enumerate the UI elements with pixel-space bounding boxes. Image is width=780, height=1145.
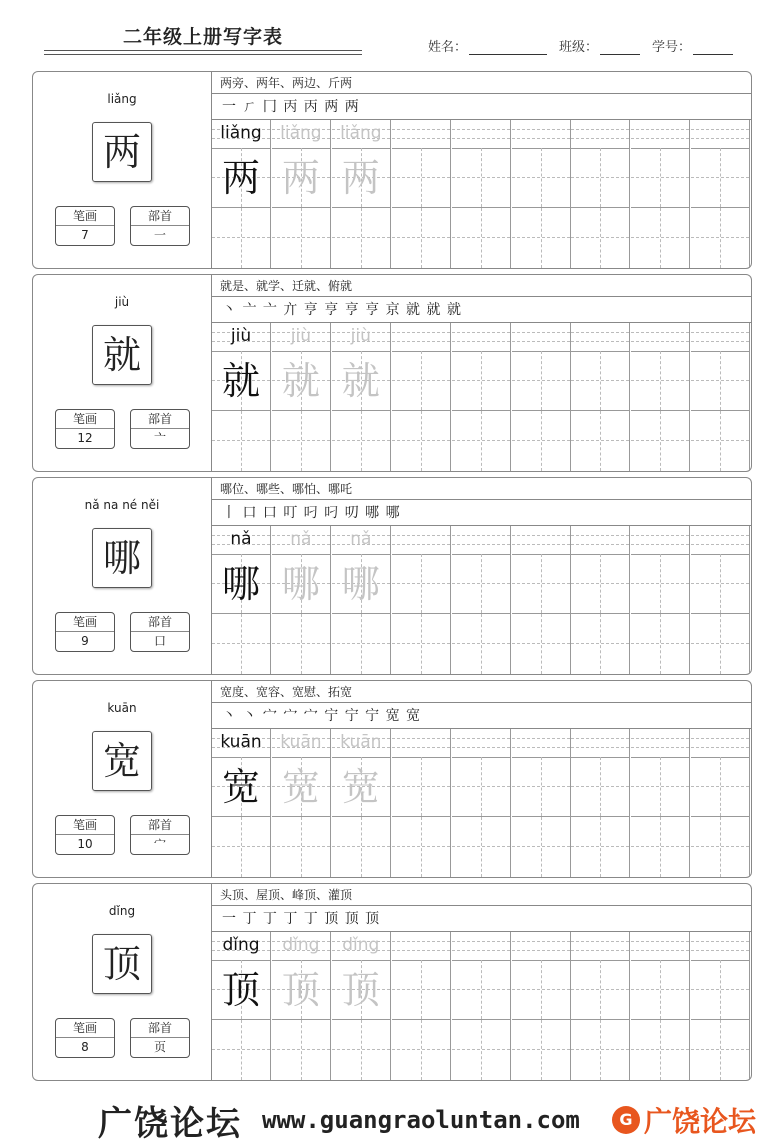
pinyin-row (392, 323, 450, 352)
character-info (33, 681, 212, 877)
pinyin-row (512, 729, 570, 758)
writing-cell[interactable] (512, 729, 571, 877)
writing-grid (212, 526, 751, 674)
tianzige-box (631, 614, 689, 674)
trace-pinyin: nǎ (230, 529, 252, 549)
stroke-count: 9 (81, 634, 89, 648)
tianzige-box (272, 817, 330, 877)
writing-cell[interactable] (571, 120, 630, 268)
character-block (32, 883, 752, 1081)
writing-cell[interactable] (212, 323, 271, 471)
tianzige-box (392, 614, 450, 674)
trace-character: 哪 (281, 562, 320, 606)
character-block (32, 477, 752, 675)
writing-cell[interactable] (452, 729, 511, 877)
stroke-order: 丶 亠 亠 亣 亨 亨 亨 亨 京 就 就 就 (212, 297, 751, 323)
writing-cell[interactable] (392, 323, 451, 471)
pinyin-row (631, 729, 689, 758)
writing-cell[interactable] (512, 526, 571, 674)
tianzige-box (691, 554, 749, 614)
writing-cell[interactable] (272, 323, 331, 471)
trace-character: 宽 (281, 765, 320, 809)
writing-cell[interactable] (631, 932, 690, 1080)
tianzige-box (631, 411, 689, 471)
site-name: 广饶论坛 (98, 1104, 242, 1144)
trace-pinyin: dǐng (282, 935, 320, 955)
trace-pinyin: kuān (280, 732, 322, 752)
example-words: 哪位、哪些、哪怕、哪吒 (212, 478, 751, 500)
writing-grid (212, 729, 751, 877)
stroke-label: 笔画 (56, 816, 114, 835)
pinyin-row (571, 932, 629, 961)
writing-grid (212, 932, 751, 1080)
title-underline-2 (44, 54, 362, 55)
tianzige-box (691, 208, 749, 268)
pinyin-row (571, 729, 629, 758)
tianzige-box (512, 817, 570, 877)
writing-cell[interactable] (691, 323, 750, 471)
writing-cell[interactable] (212, 932, 271, 1080)
tianzige-box (392, 351, 450, 411)
radical-box (130, 409, 190, 449)
tianzige-box (332, 817, 390, 877)
pinyin-row (691, 120, 749, 149)
stroke-order: 一 ㄏ 冂 丙 丙 两 两 (212, 94, 751, 120)
tianzige-box (691, 1020, 749, 1080)
tianzige-box (571, 614, 629, 674)
writing-cell[interactable] (571, 729, 630, 877)
pinyin-row (631, 120, 689, 149)
tianzige-box (512, 554, 570, 614)
tianzige-box (512, 148, 570, 208)
pinyin-row (691, 526, 749, 555)
tianzige-box (571, 1020, 629, 1080)
student-fields (428, 36, 733, 55)
pinyin-row (691, 323, 749, 352)
pinyin-row (452, 729, 510, 758)
main-character: 顶 (92, 934, 152, 994)
radical-label: 部首 (131, 613, 189, 632)
writing-cell[interactable] (631, 120, 690, 268)
main-character: 哪 (92, 528, 152, 588)
writing-cell[interactable] (512, 120, 571, 268)
pinyin-row (512, 932, 570, 961)
character-info (33, 72, 212, 268)
writing-cell[interactable] (332, 120, 391, 268)
tianzige-box (691, 148, 749, 208)
tianzige-box (512, 1020, 570, 1080)
tianzige-box (691, 817, 749, 877)
character-block (32, 274, 752, 472)
id-label: 学号： (652, 40, 692, 55)
writing-cell[interactable] (332, 323, 391, 471)
writing-cell[interactable] (392, 729, 451, 877)
trace-character: 宽 (221, 765, 260, 809)
radical-label: 部首 (131, 1019, 189, 1038)
tianzige-box (631, 1020, 689, 1080)
trace-pinyin: kuān (340, 732, 382, 752)
tianzige-box (452, 960, 510, 1020)
tianzige-box (691, 411, 749, 471)
tianzige-box (452, 757, 510, 817)
example-words: 头顶、屋顶、峰顶、灌顶 (212, 884, 751, 906)
stroke-count: 10 (77, 837, 93, 851)
name-blank[interactable] (469, 40, 547, 55)
trace-character: 就 (281, 359, 320, 403)
radical-box (130, 815, 190, 855)
trace-character: 顶 (221, 968, 260, 1012)
title-underline (44, 50, 362, 51)
tianzige-box (571, 554, 629, 614)
tianzige-box (571, 208, 629, 268)
tianzige-box (452, 554, 510, 614)
tianzige-box (571, 411, 629, 471)
footer (0, 1092, 780, 1144)
stroke-count-box (55, 612, 115, 652)
stroke-count-box (55, 409, 115, 449)
tianzige-box (392, 554, 450, 614)
stroke-count-box (55, 206, 115, 246)
writing-cell[interactable] (212, 526, 271, 674)
tianzige-box (332, 1020, 390, 1080)
writing-cell[interactable] (691, 932, 750, 1080)
name-field[interactable] (428, 36, 547, 55)
practice-area (212, 884, 751, 1080)
tianzige-box (631, 208, 689, 268)
writing-cell[interactable] (272, 932, 331, 1080)
pinyin-label: jiù (114, 295, 130, 309)
main-character: 两 (92, 122, 152, 182)
tianzige-box (392, 960, 450, 1020)
writing-cell[interactable] (332, 932, 391, 1080)
tianzige-box (631, 757, 689, 817)
tianzige-box (571, 148, 629, 208)
pinyin-row (452, 120, 510, 149)
stroke-count: 7 (81, 228, 89, 242)
practice-area (212, 681, 751, 877)
tianzige-box (691, 960, 749, 1020)
tianzige-box (452, 411, 510, 471)
tianzige-box (571, 757, 629, 817)
radical: 一 (153, 228, 166, 242)
character-info (33, 884, 212, 1080)
tianzige-box (631, 148, 689, 208)
trace-character: 两 (221, 156, 260, 200)
tianzige-box (272, 614, 330, 674)
tianzige-box (212, 411, 270, 471)
tianzige-box (452, 614, 510, 674)
trace-character: 顶 (281, 968, 320, 1012)
main-character: 就 (92, 325, 152, 385)
logo-icon: G (612, 1106, 640, 1134)
tianzige-box (212, 1020, 270, 1080)
pinyin-label: kuān (107, 701, 137, 715)
tianzige-box (512, 351, 570, 411)
tianzige-box (392, 208, 450, 268)
writing-cell[interactable] (272, 526, 331, 674)
writing-cell[interactable] (212, 729, 271, 877)
writing-cell[interactable] (452, 932, 511, 1080)
radical-label: 部首 (131, 410, 189, 429)
radical-label: 部首 (131, 816, 189, 835)
pinyin-row (571, 526, 629, 555)
tianzige-box (212, 817, 270, 877)
radical: 宀 (153, 837, 166, 851)
trace-pinyin: jiù (230, 326, 252, 346)
tianzige-box (452, 148, 510, 208)
stroke-label: 笔画 (56, 1019, 114, 1038)
id-field[interactable] (652, 36, 733, 55)
name-label: 姓名： (428, 40, 468, 55)
writing-cell[interactable] (691, 526, 750, 674)
pinyin-row (392, 729, 450, 758)
tianzige-box (512, 614, 570, 674)
radical: 页 (153, 1040, 166, 1054)
tianzige-box (452, 351, 510, 411)
trace-character: 就 (341, 359, 380, 403)
stroke-label: 笔画 (56, 613, 114, 632)
tianzige-box (631, 817, 689, 877)
writing-cell[interactable] (332, 526, 391, 674)
example-words: 两旁、两年、两边、斤两 (212, 72, 751, 94)
tianzige-box (212, 614, 270, 674)
trace-pinyin: liǎng (280, 123, 322, 143)
tianzige-box (571, 817, 629, 877)
writing-cell[interactable] (571, 323, 630, 471)
tianzige-box (571, 960, 629, 1020)
trace-pinyin: nǎ (350, 529, 372, 549)
writing-cell[interactable] (392, 120, 451, 268)
character-info (33, 478, 212, 674)
pinyin-row (631, 526, 689, 555)
stroke-order: 丶 丶 宀 宀 宀 宁 宁 宁 宽 宽 (212, 703, 751, 729)
writing-cell[interactable] (392, 526, 451, 674)
character-block (32, 680, 752, 878)
tianzige-box (272, 411, 330, 471)
stroke-order: 一 丁 丁 丁 丁 顶 顶 顶 (212, 906, 751, 932)
pinyin-row (691, 729, 749, 758)
writing-cell[interactable] (631, 526, 690, 674)
pinyin-label: dǐng (108, 904, 136, 918)
class-label: 班级： (559, 40, 599, 55)
trace-pinyin: dǐng (342, 935, 380, 955)
writing-grid (212, 120, 751, 268)
stroke-count: 12 (77, 431, 93, 445)
tianzige-box (212, 208, 270, 268)
radical-box (130, 206, 190, 246)
example-words: 宽度、宽容、宽慰、拓宽 (212, 681, 751, 703)
practice-area (212, 72, 751, 268)
writing-cell[interactable] (452, 526, 511, 674)
pinyin-row (452, 323, 510, 352)
stroke-count-box (55, 815, 115, 855)
radical-box (130, 612, 190, 652)
stroke-order: 丨 口 口 叮 叼 叼 叨 哪 哪 (212, 500, 751, 526)
trace-pinyin: jiù (290, 326, 311, 346)
tianzige-box (631, 351, 689, 411)
tianzige-box (512, 960, 570, 1020)
trace-pinyin: jiù (350, 326, 371, 346)
radical: 口 (153, 634, 166, 648)
writing-cell[interactable] (332, 729, 391, 877)
pinyin-row (631, 932, 689, 961)
writing-cell[interactable] (571, 526, 630, 674)
tianzige-box (512, 757, 570, 817)
tianzige-box (392, 1020, 450, 1080)
stroke-count: 8 (81, 1040, 89, 1054)
trace-character: 就 (221, 359, 260, 403)
tianzige-box (691, 757, 749, 817)
pinyin-row (392, 932, 450, 961)
stroke-label: 笔画 (56, 410, 114, 429)
trace-character: 哪 (341, 562, 380, 606)
id-blank[interactable] (693, 40, 733, 55)
writing-cell[interactable] (212, 120, 271, 268)
tianzige-box (332, 614, 390, 674)
tianzige-box (392, 411, 450, 471)
tianzige-box (452, 817, 510, 877)
tianzige-box (631, 960, 689, 1020)
writing-cell[interactable] (571, 932, 630, 1080)
tianzige-box (691, 351, 749, 411)
radical-label: 部首 (131, 207, 189, 226)
radical: 亠 (153, 431, 166, 445)
trace-pinyin: dǐng (222, 935, 260, 955)
writing-cell[interactable] (452, 323, 511, 471)
trace-character: 两 (281, 156, 320, 200)
class-field[interactable] (559, 36, 640, 55)
writing-cell[interactable] (512, 932, 571, 1080)
pinyin-row (392, 120, 450, 149)
writing-cell[interactable] (631, 323, 690, 471)
logo-text: 广饶论坛 (644, 1105, 757, 1138)
site-logo (612, 1100, 756, 1140)
writing-cell[interactable] (512, 323, 571, 471)
pinyin-row (452, 932, 510, 961)
example-words: 就是、就学、迁就、俯就 (212, 275, 751, 297)
writing-cell[interactable] (691, 729, 750, 877)
tianzige-box (631, 554, 689, 614)
pinyin-row (512, 120, 570, 149)
character-info (33, 275, 212, 471)
pinyin-label: liǎng (107, 92, 137, 106)
tianzige-box (392, 148, 450, 208)
radical-box (130, 1018, 190, 1058)
trace-character: 顶 (341, 968, 380, 1012)
writing-cell[interactable] (272, 120, 331, 268)
writing-cell[interactable] (452, 120, 511, 268)
trace-pinyin: nǎ (290, 529, 312, 549)
site-url[interactable]: www.guangraoluntan.com (262, 1106, 580, 1134)
pinyin-row (691, 932, 749, 961)
pinyin-row (631, 323, 689, 352)
pinyin-row (512, 323, 570, 352)
character-block (32, 71, 752, 269)
tianzige-box (392, 817, 450, 877)
trace-pinyin: liǎng (340, 123, 382, 143)
practice-area (212, 478, 751, 674)
trace-character: 哪 (221, 562, 260, 606)
tianzige-box (571, 351, 629, 411)
tianzige-box (332, 208, 390, 268)
tianzige-box (512, 411, 570, 471)
trace-pinyin: liǎng (220, 123, 262, 143)
stroke-label: 笔画 (56, 207, 114, 226)
main-character: 宽 (92, 731, 152, 791)
practice-area (212, 275, 751, 471)
writing-cell[interactable] (631, 729, 690, 877)
writing-cell[interactable] (691, 120, 750, 268)
tianzige-box (272, 208, 330, 268)
writing-grid (212, 323, 751, 471)
pinyin-row (512, 526, 570, 555)
writing-cell[interactable] (392, 932, 451, 1080)
pinyin-row (452, 526, 510, 555)
tianzige-box (392, 757, 450, 817)
trace-character: 两 (341, 156, 380, 200)
pinyin-row (392, 526, 450, 555)
pinyin-row (571, 323, 629, 352)
writing-cell[interactable] (272, 729, 331, 877)
tianzige-box (332, 411, 390, 471)
tianzige-box (452, 1020, 510, 1080)
stroke-count-box (55, 1018, 115, 1058)
page-title: 二年级上册写字表 (122, 26, 283, 48)
pinyin-row (571, 120, 629, 149)
tianzige-box (691, 614, 749, 674)
tianzige-box (452, 208, 510, 268)
tianzige-box (512, 208, 570, 268)
trace-character: 宽 (341, 765, 380, 809)
pinyin-label: nǎ na né něi (84, 498, 160, 512)
trace-pinyin: kuān (220, 732, 262, 752)
class-blank[interactable] (600, 40, 640, 55)
tianzige-box (272, 1020, 330, 1080)
